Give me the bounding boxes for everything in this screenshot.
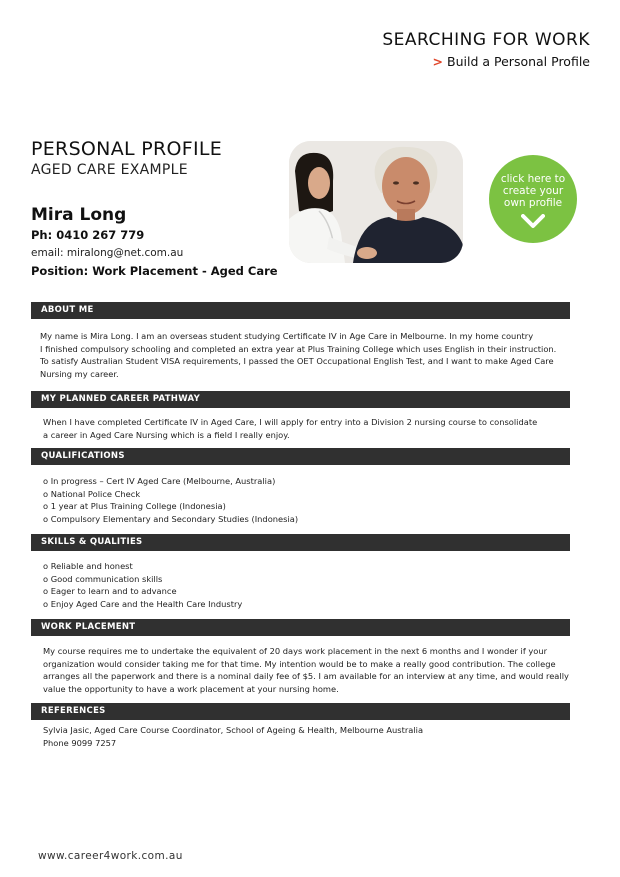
section-heading-placement: WORK PLACEMENT (31, 619, 570, 636)
section-body-skills (43, 560, 571, 610)
cta-line: create your (502, 185, 564, 197)
paragraph-line: To satisfy Australian Student VISA requirements, I passed the OET Occupational English Test, and I want to make Aged Care (40, 356, 554, 366)
list-item: o In progress – Cert IV Aged Care (Melbourne, Australia) (43, 475, 571, 488)
list-item: o Good communication skills (43, 573, 571, 586)
paragraph-line: When I have completed Certificate IV in Aged Care, I will apply for entry into a Division 2 nursing course to consolidate (43, 417, 538, 427)
section-heading-references: REFERENCES (31, 703, 570, 720)
paragraph-line: I finished compulsory schooling and completed an extra year at Plus Training College which uses English in their instruction. (40, 343, 557, 354)
candidate-name: Mira Long (31, 205, 127, 225)
section-heading-qualifications: QUALIFICATIONS (31, 448, 570, 465)
paragraph-line: a career in Aged Care Nursing which is a field I really enjoy. (43, 429, 290, 440)
list-item: o Enjoy Aged Care and the Health Care Industry (43, 598, 571, 611)
paragraph-line: organization would consider taking me for that time. My intention would be to make a really good contribution. The college (43, 658, 556, 669)
section-body-placement (43, 645, 571, 695)
section-body-pathway (43, 416, 571, 441)
arrow-icon: > (432, 54, 444, 69)
section-body-qualifications (43, 475, 571, 525)
list-item: o Eager to learn and to advance (43, 585, 571, 598)
candidate-position: Position: Work Placement - Aged Care (31, 264, 278, 278)
candidate-phone: Ph: 0410 267 779 (31, 228, 145, 242)
paragraph-line: Phone 9099 7257 (43, 737, 117, 748)
section-heading-pathway: MY PLANNED CAREER PATHWAY (31, 391, 570, 408)
list-item: o Compulsory Elementary and Secondary Studies (Indonesia) (43, 513, 571, 526)
create-profile-button[interactable] (489, 155, 577, 243)
section-heading-about: ABOUT ME (31, 302, 570, 319)
photo-illustration (289, 141, 463, 263)
list-item: o 1 year at Plus Training College (Indonesia) (43, 500, 571, 513)
header-subtitle-text: Build a Personal Profile (447, 54, 590, 69)
footer-url[interactable]: www.career4work.com.au (38, 850, 183, 862)
header-title: SEARCHING FOR WORK (382, 30, 590, 50)
paragraph-line: My course requires me to undertake the equivalent of 20 days work placement in the next 6 months and I wonder if your (43, 646, 548, 656)
paragraph-line: Sylvia Jasic, Aged Care Course Coordinator, School of Ageing & Health, Melbourne Australia (43, 725, 424, 735)
cta-line: click here to (500, 173, 566, 185)
section-body-references (43, 724, 571, 749)
candidate-email: email: miralong@net.com.au (31, 247, 184, 259)
list-item: o National Police Check (43, 488, 571, 501)
cta-line: own profile (503, 197, 563, 209)
paragraph-line: value the opportunity to have a work placement at your nursing home. (43, 683, 339, 694)
header-subtitle (433, 54, 590, 69)
page-title: PERSONAL PROFILE (31, 138, 223, 160)
section-heading-skills: SKILLS & QUALITIES (31, 534, 570, 551)
section-body-about (40, 330, 568, 380)
chevron-down-icon (521, 214, 545, 230)
list-item: o Reliable and honest (43, 560, 571, 573)
paragraph-line: My name is Mira Long. I am an overseas student studying Certificate IV in Age Care in Melbourne. In my home country (40, 331, 534, 341)
paragraph-line: arranges all the paperwork and there is a nominal daily fee of $5. I am available for an interview at any time, and would really (43, 671, 569, 681)
profile-photo (289, 141, 463, 263)
paragraph-line: Nursing my career. (40, 368, 119, 379)
page-subtitle: AGED CARE EXAMPLE (31, 162, 188, 178)
